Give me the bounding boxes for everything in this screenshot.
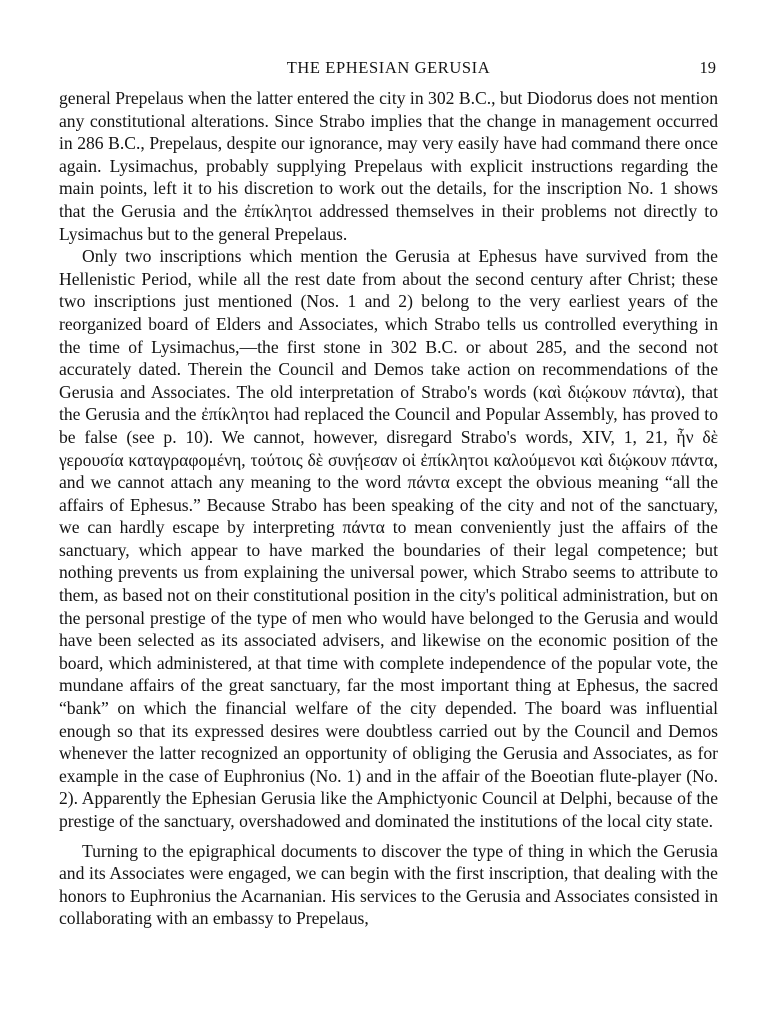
page-number: 19 (699, 58, 716, 77)
body-text (59, 87, 718, 930)
running-head (59, 58, 718, 80)
running-title: THE EPHESIAN GERUSIA (286, 58, 491, 77)
document-page (59, 58, 718, 930)
paragraph-prepelaus: general Prepelaus when the latter entered the city in 302 B.C., but Diodorus does not mention any constitutional alterations. Since Strabo implies that the change in management occurred in 286 B.C., Prepelaus, despite our ignorance, may very easily have had command there once again. Lysimachus, probably supplying Prepelaus with explicit instructions regarding the main points, left it to his discretion to work out the details, for the inscription No. 1 shows that the Gerusia and the ἐπίκλητοι addressed themselves in their problems not directly to Lysimachus but to the general Prepelaus. (59, 88, 718, 244)
paragraph-hellenistic-inscriptions: Only two inscriptions which mention the Gerusia at Ephesus have survived from the Hellenistic Period, while all the rest date from about the second century after Christ; these two inscriptions just mentioned (Nos. 1 and 2) belong to the very earliest years of the reorganized board of Elders and Associates, which Strabo tells us controlled everything in the time of Lysimachus,—the first stone in 302 B.C. or about 285, and the second not accurately dated. Therein the Council and Demos take action on recommendations of the Gerusia and Associates. The old interpretation of Strabo's words (καὶ διῴκουν πάντα), that the Gerusia and the ἐπίκλητοι had replaced the Council and Popular Assembly, has proved to be false (see p. 10). We cannot, however, disregard Strabo's words, XIV, 1, 21, ἦν δὲ γερουσία καταγραφομένη, τούτοις δὲ συνῄεσαν οἱ ἐπίκλητοι καλούμενοι καὶ διῴκουν πάντα, and we cannot attach any meaning to the word πάντα except the obvious meaning “all the affairs of Ephesus.” Because Strabo has been speaking of the city and not of the sanctuary, we can hardly escape by interpreting πάντα to mean conveniently just the affairs of the sanctuary, which appear to have marked the boundaries of their legal competence; but nothing prevents us from explaining the universal power, which Strabo seems to attribute to them, as based not on their constitutional position in the city's political administration, but on the personal prestige of the type of men who would have belonged to the Gerusia and would have been selected as its associated advisers, and likewise on the economic position of the board, which administered, at that time with complete independence of the popular vote, the mundane affairs of the great sanctuary, far the most important thing at Ephesus, the sacred “bank” on which the financial welfare of the city depended. The board was influential enough so that its expressed desires were doubtless carried out by the Council and Demos whenever the latter recognized an opportunity of obliging the Gerusia and Associates, as for example in the case of Euphronius (No. 1) and in the affair of the Boeotian flute-player (No. 2). Apparently the Ephesian Gerusia like the Amphictyonic Council at Delphi, because of the prestige of the sanctuary, overshadowed and dominated the institutions of the local city state. (59, 246, 719, 831)
paragraph-epigraphical-documents: Turning to the epigraphical documents to discover the type of thing in which the Gerusia and its Associates were engaged, we can begin with the first inscription, that dealing with the honors to Euphronius the Acarnanian. His services to the Gerusia and Associates consisted in collaborating with an embassy to Prepelaus, (59, 840, 718, 929)
